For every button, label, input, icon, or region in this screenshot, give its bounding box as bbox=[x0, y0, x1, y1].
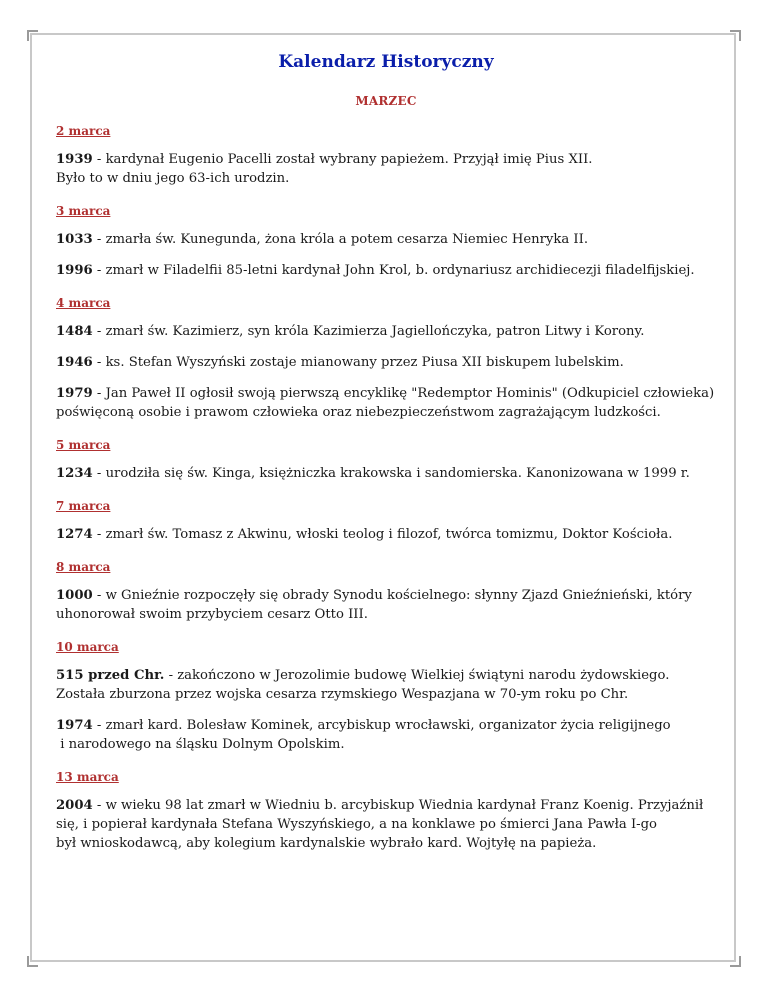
corner-ornament-top-right bbox=[730, 30, 741, 41]
event-text: zmarł kard. Bolesław Kominek, arcybiskup wrocławski, organizator życia religijnego bbox=[105, 718, 671, 733]
event-text: Było to w dniu jego 63-ich urodzin. bbox=[56, 171, 290, 186]
event-line bbox=[56, 685, 716, 704]
event-year: 1996 bbox=[56, 263, 93, 278]
event-text: w Gnieźnie rozpoczęły się obrady Synodu kościelnego: słynny Zjazd Gnieźnieński, który bbox=[105, 588, 692, 603]
calendar-sections bbox=[56, 124, 716, 853]
event-line bbox=[56, 403, 716, 422]
event-line: 1234 - urodziła się św. Kinga, księżniczka krakowska i sandomierska. Kanonizowana w 1999 r. bbox=[56, 466, 690, 481]
event-text: się, i popierał kardynała Stefana Wyszyńskiego, a na konklawe po śmierci Jana Pawła I-go bbox=[56, 817, 657, 832]
event-text: Została zburzona przez wojska cesarza rzymskiego Wespazjana w 70-ym roku po Chr. bbox=[56, 687, 629, 702]
event-line: 2004 - w wieku 98 lat zmarł w Wiedniu b. arcybiskup Wiednia kardynał Franz Koenig. Przyjaźnił bbox=[56, 798, 704, 813]
date-heading[interactable]: 5 marca bbox=[56, 438, 111, 452]
date-heading[interactable]: 8 marca bbox=[56, 560, 111, 574]
event-entry bbox=[56, 150, 716, 188]
event-text: zmarł św. Kazimierz, syn króla Kazimierza Jagiellończyka, patron Litwy i Korony. bbox=[105, 324, 645, 339]
document-content bbox=[56, 52, 716, 853]
event-text: poświęconą osobie i prawom człowieka oraz niebezpieczeństwom zagrażającym ludzkości. bbox=[56, 405, 661, 420]
event-entry bbox=[56, 586, 716, 624]
event-entry bbox=[56, 322, 716, 341]
event-entry bbox=[56, 261, 716, 280]
date-heading[interactable]: 4 marca bbox=[56, 296, 111, 310]
event-year: 2004 bbox=[56, 798, 93, 813]
month-heading: MARZEC bbox=[355, 94, 417, 108]
event-entry bbox=[56, 384, 716, 422]
event-year: 1033 bbox=[56, 232, 93, 247]
event-line: 1033 - zmarła św. Kunegunda, żona króla a potem cesarza Niemiec Henryka II. bbox=[56, 232, 589, 247]
event-line bbox=[56, 169, 716, 188]
event-line bbox=[56, 605, 716, 624]
date-heading[interactable]: 10 marca bbox=[56, 640, 119, 654]
event-line: 1996 - zmarł w Filadelfii 85-letni kardynał John Krol, b. ordynariusz archidiecezji filadelfijskiej. bbox=[56, 263, 695, 278]
event-text: uhonorował swoim przybyciem cesarz Otto III. bbox=[56, 607, 368, 622]
event-text: urodziła się św. Kinga, księżniczka krakowska i sandomierska. Kanonizowana w 1999 r. bbox=[105, 466, 690, 481]
event-line bbox=[56, 834, 716, 853]
event-entry bbox=[56, 353, 716, 372]
event-year: 1946 bbox=[56, 355, 93, 370]
event-line: 1979 - Jan Paweł II ogłosił swoją pierwszą encyklikę "Redemptor Hominis" (Odkupiciel człowieka) bbox=[56, 386, 715, 401]
event-line: 1484 - zmarł św. Kazimierz, syn króla Kazimierza Jagiellończyka, patron Litwy i Korony. bbox=[56, 324, 645, 339]
corner-ornament-bottom-right bbox=[730, 956, 741, 967]
event-entry bbox=[56, 666, 716, 704]
event-entry bbox=[56, 464, 716, 483]
event-line bbox=[56, 815, 716, 834]
event-entry bbox=[56, 716, 716, 754]
event-line bbox=[56, 735, 716, 754]
event-year: 1484 bbox=[56, 324, 93, 339]
corner-ornament-bottom-left bbox=[27, 956, 38, 967]
event-text: zmarł w Filadelfii 85-letni kardynał John Krol, b. ordynariusz archidiecezji filadelfijskiej. bbox=[105, 263, 695, 278]
event-text: zakończono w Jerozolimie budowę Wielkiej świątyni narodu żydowskiego. bbox=[177, 668, 670, 683]
event-entry bbox=[56, 525, 716, 544]
event-text: ks. Stefan Wyszyński zostaje mianowany przez Piusa XII biskupem lubelskim. bbox=[105, 355, 624, 370]
date-heading[interactable]: 13 marca bbox=[56, 770, 119, 784]
page-title: Kalendarz Historyczny bbox=[278, 52, 494, 72]
corner-ornament-top-left bbox=[27, 30, 38, 41]
event-text: i narodowego na śląsku Dolnym Opolskim. bbox=[56, 737, 345, 752]
event-line: 515 przed Chr. - zakończono w Jerozolimie budowę Wielkiej świątyni narodu żydowskiego. bbox=[56, 668, 670, 683]
event-year: 1274 bbox=[56, 527, 93, 542]
event-line: 1946 - ks. Stefan Wyszyński zostaje mianowany przez Piusa XII biskupem lubelskim. bbox=[56, 355, 624, 370]
event-year: 1974 bbox=[56, 718, 93, 733]
event-year: 1234 bbox=[56, 466, 93, 481]
event-year: 515 przed Chr. bbox=[56, 668, 165, 683]
event-text: był wnioskodawcą, aby kolegium kardynalskie wybrało kard. Wojtyłę na papieża. bbox=[56, 836, 597, 851]
event-line: 1974 - zmarł kard. Bolesław Kominek, arcybiskup wrocławski, organizator życia religijnego bbox=[56, 718, 671, 733]
event-text: w wieku 98 lat zmarł w Wiedniu b. arcybiskup Wiednia kardynał Franz Koenig. Przyjaźnił bbox=[105, 798, 704, 813]
date-heading[interactable]: 3 marca bbox=[56, 204, 111, 218]
event-line: 1939 - kardynał Eugenio Pacelli został wybrany papieżem. Przyjął imię Pius XII. bbox=[56, 152, 593, 167]
date-heading[interactable]: 2 marca bbox=[56, 124, 111, 138]
event-line: 1274 - zmarł św. Tomasz z Akwinu, włoski teolog i filozof, twórca tomizmu, Doktor Kościoła. bbox=[56, 527, 673, 542]
event-year: 1000 bbox=[56, 588, 93, 603]
event-text: Jan Paweł II ogłosił swoją pierwszą encyklikę "Redemptor Hominis" (Odkupiciel człowieka) bbox=[105, 386, 715, 401]
event-year: 1939 bbox=[56, 152, 93, 167]
event-line: 1000 - w Gnieźnie rozpoczęły się obrady Synodu kościelnego: słynny Zjazd Gnieźnieński, który bbox=[56, 588, 692, 603]
event-text: kardynał Eugenio Pacelli został wybrany papieżem. Przyjął imię Pius XII. bbox=[105, 152, 593, 167]
event-year: 1979 bbox=[56, 386, 93, 401]
event-text: zmarła św. Kunegunda, żona króla a potem cesarza Niemiec Henryka II. bbox=[105, 232, 589, 247]
event-entry bbox=[56, 796, 716, 853]
event-text: zmarł św. Tomasz z Akwinu, włoski teolog i filozof, twórca tomizmu, Doktor Kościoła. bbox=[105, 527, 673, 542]
event-entry bbox=[56, 230, 716, 249]
date-heading[interactable]: 7 marca bbox=[56, 499, 111, 513]
